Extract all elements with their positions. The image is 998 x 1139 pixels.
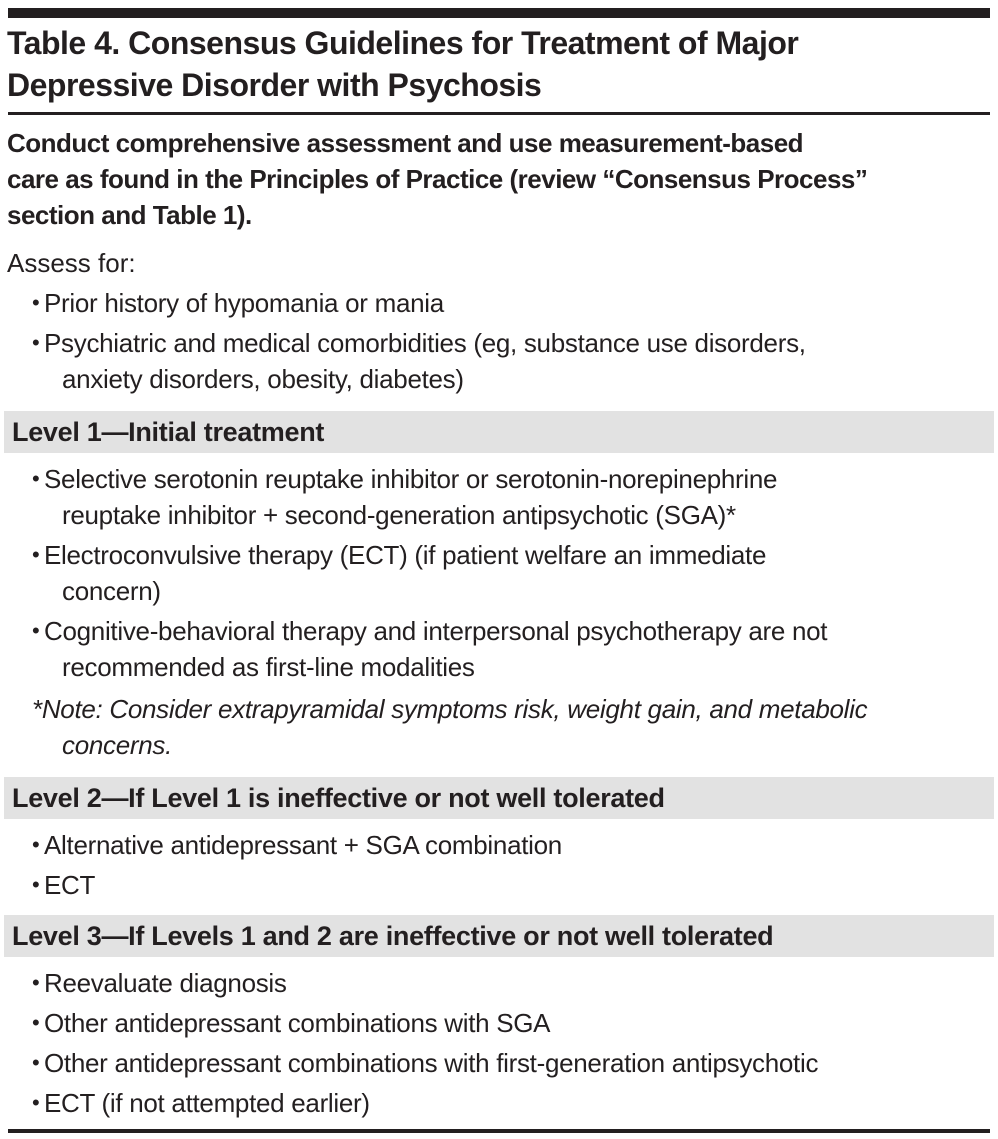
list-item [0,1085,998,1121]
bullet-text: reuptake inhibitor + second-generation antipsychotic (SGA)* [62,500,736,530]
bullet-text: Alternative antidepressant + SGA combination [44,830,562,860]
table-title-line: Depressive Disorder with Psychosis [7,67,542,103]
list-item [0,613,998,685]
bullet-text: Selective serotonin reuptake inhibitor or serotonin-norepinephrine [44,464,778,494]
bullet-icon: • [32,1010,40,1035]
list-item [0,1005,998,1041]
bullet-text: recommended as first-line modalities [62,652,475,682]
table-title [7,22,988,106]
section-heading-level-3: Level 3—If Levels 1 and 2 are ineffective or not well tolerated [4,915,994,957]
bullet-icon: • [32,1090,40,1115]
bullet-text: Electroconvulsive therapy (ECT) (if patient welfare an immediate [44,540,767,570]
list-item [0,965,998,1001]
title-divider-rule [8,112,990,115]
intro-paragraph-line: Conduct comprehensive assessment and use measurement-based [7,128,804,158]
level-1-bullet-list [0,461,998,763]
bullet-text: Cognitive-behavioral therapy and interpersonal psychotherapy are not [44,616,828,646]
bullet-icon: • [32,618,40,643]
bullet-text: concern) [62,576,161,606]
bullet-icon: • [32,872,40,897]
bullet-icon: • [32,970,40,995]
bullet-icon: • [32,542,40,567]
list-item [0,537,998,609]
section-heading-level-2: Level 2—If Level 1 is ineffective or not well tolerated [4,777,994,819]
footnote-line: *Note: Consider extrapyramidal symptoms risk, weight gain, and metabolic [32,694,868,724]
footnote-line: concerns. [62,730,173,760]
bullet-icon: • [32,330,40,355]
list-item [0,867,998,903]
assess-bullet-list [0,285,998,397]
section-heading-level-1: Level 1—Initial treatment [4,411,994,453]
bullet-icon: • [32,290,40,315]
bullet-icon: • [32,1050,40,1075]
bullet-text: Prior history of hypomania or mania [44,288,444,318]
bullet-text: ECT (if not attempted earlier) [44,1088,370,1118]
bullet-text: Reevaluate diagnosis [44,968,287,998]
bullet-text: anxiety disorders, obesity, diabetes) [62,364,464,394]
footnote-text [0,691,998,763]
bullet-text: Other antidepressant combinations with first-generation antipsychotic [44,1048,819,1078]
intro-paragraph [7,125,998,233]
intro-paragraph-line: section and Table 1). [7,200,252,230]
intro-paragraph-line: care as found in the Principles of Practice (review “Consensus Process” [7,164,868,194]
bullet-icon: • [32,466,40,491]
assess-for-label: Assess for: [7,248,136,278]
bullet-text: Other antidepressant combinations with SGA [44,1008,551,1038]
table-top-rule [8,8,990,18]
table-title-line: Table 4. Consensus Guidelines for Treatment of Major [7,25,799,61]
table-bottom-rule [8,1129,990,1133]
list-item [0,461,998,533]
list-item [0,285,998,321]
bullet-text: ECT [44,870,96,900]
list-item [0,1045,998,1081]
bullet-text: Psychiatric and medical comorbidities (eg, substance use disorders, [44,328,806,358]
list-item [0,325,998,397]
level-3-bullet-list [0,965,998,1121]
bullet-icon: • [32,832,40,857]
level-2-bullet-list [0,827,998,903]
list-item [0,827,998,863]
